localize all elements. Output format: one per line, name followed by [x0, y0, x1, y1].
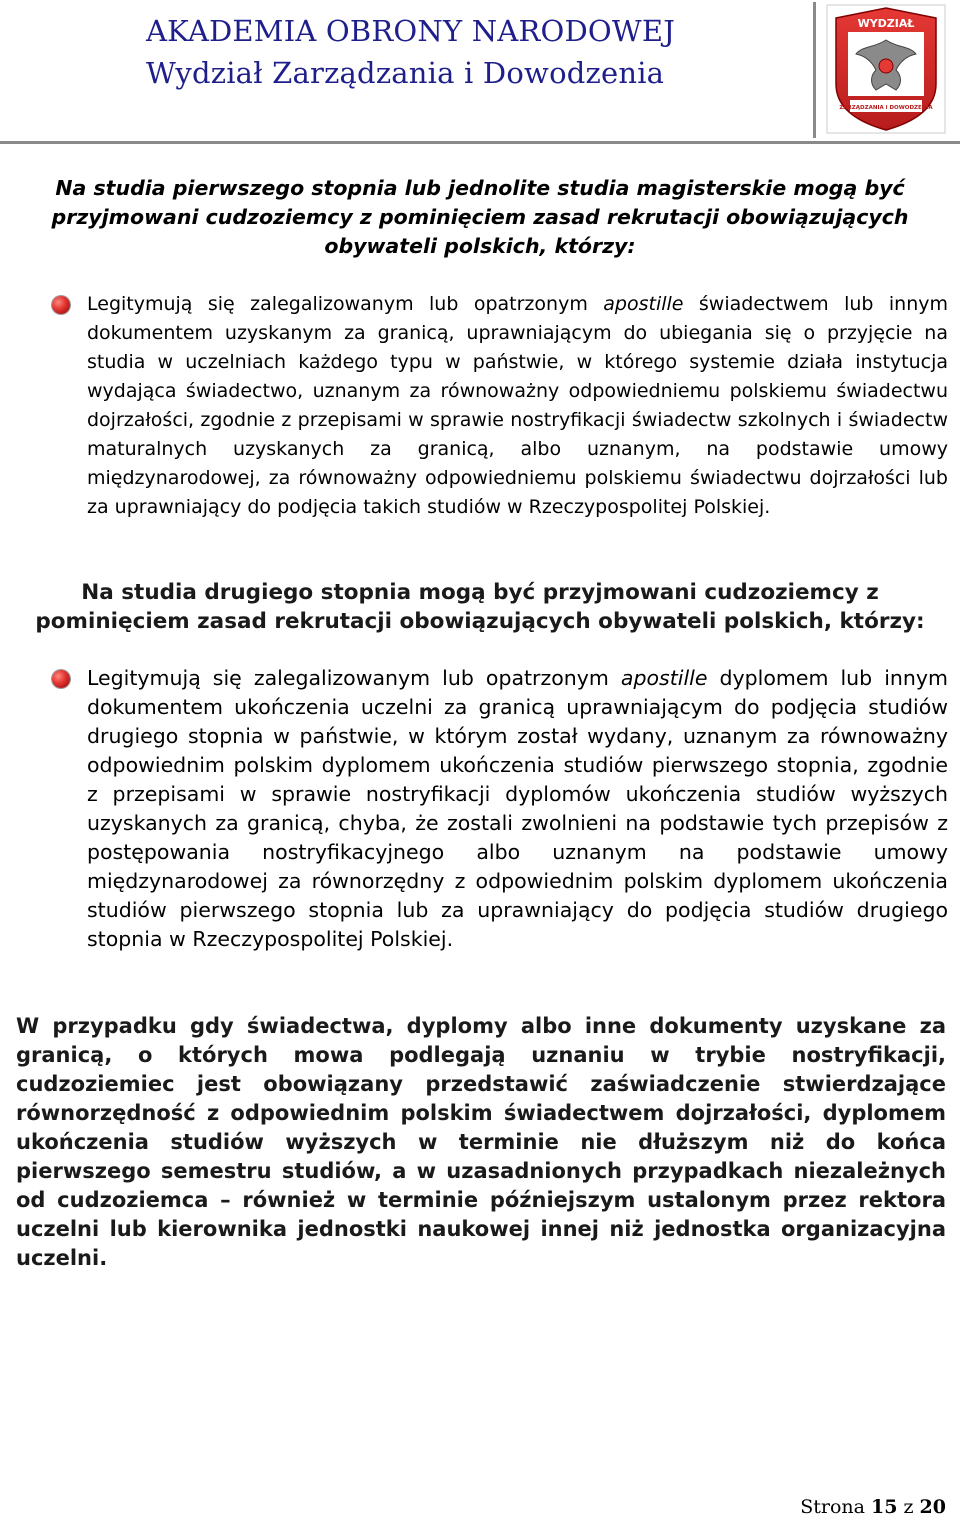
section2-heading: [18, 578, 942, 636]
footer-separator: z: [897, 1496, 920, 1518]
header-divider-horizontal: [0, 141, 960, 144]
bullet-icon: [52, 296, 70, 314]
section1-text-end: świadectwem lub innym dokumentem uzyskanym za granicą, uprawniającym do ubiegania się o przyjęcie na studia w uczelniach każdego typu w państwie, w którego systemie działa instytucja wydająca świadectwo, uznanym za równoważny odpowiedniemu polskiemu świadectwu dojrzałości, zgodnie z przepisami w sprawie nostryfikacji świadectw szkolnych i świadectw maturalnych uzyskanych za granicą, albo uznanym, na podstawie umowy międzynarodowej, za równoważny odpowiedniemu polskiemu świadectwu dojrzałości lub za uprawniający do podjęcia takich studiów w Rzeczypospolitej Polskiej.: [87, 293, 949, 518]
page-total: 20: [919, 1496, 946, 1518]
footer-label: Strona: [800, 1496, 871, 1518]
header-divider-vertical: [813, 2, 816, 138]
section2-heading-line2: pominięciem zasad rekrutacji obowiązujących obywateli polskich, którzy:: [35, 609, 925, 634]
section1-bullet-text: [87, 290, 948, 522]
section2-bullet-text: [87, 664, 948, 954]
closing-paragraph: W przypadku gdy świadectwa, dyplomy albo inne dokumenty uzyskane za granicą, o których mowa podlegają uznaniu w trybie nostryfikacji, cudzoziemiec jest obowiązany przedstawić zaświadczenie stwierdzające równorzędność z odpowiednim polskim świadectwem dojrzałości, dyplomem ukończenia studiów wyższych w terminie nie dłuższym niż do końca pierwszego semestru studiów, a w uzasadnionych przypadkach niezależnych od cudzoziemca – również w terminie późniejszym ustalonym przez rektora uczelni lub kierownika jednostki naukowej innej niż jednostka organizacyjna uczelni.: [16, 1014, 946, 1270]
page-number: 15: [871, 1496, 898, 1518]
section2-heading-line1: Na studia drugiego stopnia mogą być przyjmowani cudzoziemcy z: [81, 580, 879, 605]
section2-apostille: apostille: [620, 666, 708, 690]
logo-text-bottom: ZARZĄDZANIA i DOWODZENIA: [839, 105, 933, 111]
bullet-icon: [52, 670, 70, 688]
faculty-logo: [826, 4, 946, 134]
faculty-name: Wydział Zarządzania i Dowodzenia: [146, 56, 665, 90]
section2-text-end: dyplomem lub innym dokumentem ukończenia uczelni za granicą uprawniającym do podjęcia studiów drugiego stopnia w państwie, w którym został wydany, uznanym za równoważny odpowiednim polskim dyplomem ukończenia studiów pierwszego stopnia, zgodnie z przepisami w sprawie nostryfikacji dyplomów ukończenia studiów wyższych uzyskanych za granicą, chyba, że zostali zwolnieni na podstawie tych przepisów z postępowania nostryfikacyjnego albo uznanym na podstawie umowy międzynarodowej za równorzędny z odpowiednim polskim dyplomem ukończenia studiów pierwszego stopnia lub za uprawniający do podjęcia studiów drugiego stopnia w Rzeczypospolitej Polskiej.: [87, 666, 948, 951]
page-footer: [800, 1496, 946, 1518]
section1-heading: Na studia pierwszego stopnia lub jednolite studia magisterskie mogą być przyjmowani cudzoziemcy z pominięciem zasad rekrutacji obowiązujących obywateli polskich, którzy:: [51, 176, 909, 258]
page-header: [0, 0, 960, 148]
logo-text-top: WYDZIAŁ: [857, 17, 915, 30]
section1-text-start: Legitymują się zalegalizowanym lub opatrzonym: [87, 293, 604, 315]
section2-text-start: Legitymują się zalegalizowanym lub opatrzonym: [87, 666, 621, 690]
institution-name: AKADEMIA OBRONY NARODOWEJ: [146, 14, 676, 48]
section1-apostille: apostille: [603, 293, 684, 315]
